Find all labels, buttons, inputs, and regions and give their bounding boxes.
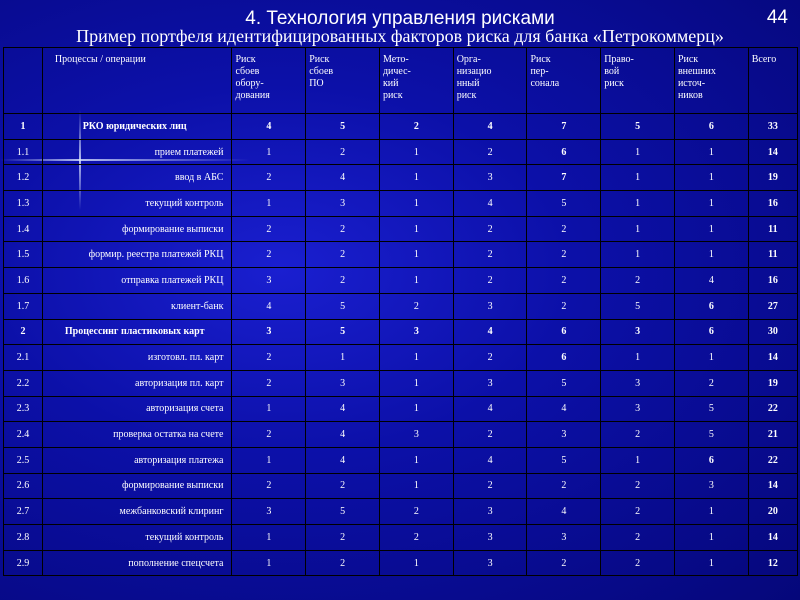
risk-value-cell: 3 [453,525,527,551]
risk-value-cell: 2 [306,216,380,242]
column-header: Мето- дичес- кий риск [379,48,453,114]
column-header: Риск сбоев ПО [306,48,380,114]
risk-value-cell: 1 [232,525,306,551]
risk-value-cell: 2 [306,268,380,294]
risk-value-cell: 3 [232,268,306,294]
table-row [4,473,798,499]
risk-value-cell: 4 [527,499,601,525]
table-row [4,525,798,551]
risk-value-cell: 2 [232,370,306,396]
risk-value-cell: 4 [453,447,527,473]
risk-value-cell: 2 [453,268,527,294]
risk-value-cell: 1 [379,396,453,422]
total-cell: 14 [748,473,797,499]
process-name: РКО юридических лиц [42,114,232,140]
risk-value-cell: 2 [306,525,380,551]
risk-value-cell: 2 [601,499,675,525]
risk-value-cell: 3 [453,165,527,191]
risk-value-cell: 2 [453,242,527,268]
total-cell: 12 [748,550,797,576]
process-name: формир. реестра платежей РКЦ [42,242,232,268]
row-number: 1.3 [4,191,43,217]
risk-value-cell: 2 [232,165,306,191]
risk-value-cell: 5 [306,499,380,525]
column-header: Риск внешних источ- ников [674,48,748,114]
row-number: 2.8 [4,525,43,551]
risk-value-cell: 3 [306,370,380,396]
process-name: текущий контроль [42,191,232,217]
table-row [4,268,798,294]
row-number: 1 [4,114,43,140]
total-cell: 33 [748,114,797,140]
risk-value-cell: 2 [453,473,527,499]
risk-value-cell: 4 [453,396,527,422]
risk-value-cell: 4 [232,114,306,140]
risk-value-cell: 3 [453,293,527,319]
risk-value-cell: 1 [601,242,675,268]
risk-value-cell: 1 [601,139,675,165]
risk-value-cell: 4 [306,396,380,422]
process-name: изготовл. пл. карт [42,345,232,371]
risk-value-cell: 1 [674,191,748,217]
total-cell: 11 [748,242,797,268]
risk-value-cell: 3 [232,319,306,345]
table-row [4,293,798,319]
total-cell: 30 [748,319,797,345]
risk-value-cell: 4 [453,114,527,140]
risk-value-cell: 1 [306,345,380,371]
risk-value-cell: 2 [453,216,527,242]
risk-value-cell: 2 [232,345,306,371]
risk-value-cell: 2 [601,473,675,499]
risk-value-cell: 2 [527,268,601,294]
column-header: Процессы / операции [42,48,232,114]
process-name: формирование выписки [42,473,232,499]
risk-value-cell: 1 [379,165,453,191]
risk-value-cell: 2 [306,473,380,499]
risk-value-cell: 1 [674,345,748,371]
risk-value-cell: 1 [379,139,453,165]
risk-value-cell: 5 [674,396,748,422]
table-row [4,422,798,448]
risk-value-cell: 2 [674,370,748,396]
risk-value-cell: 1 [674,242,748,268]
row-number: 2.5 [4,447,43,473]
risk-value-cell: 3 [601,319,675,345]
process-name: межбанковский клиринг [42,499,232,525]
total-cell: 19 [748,165,797,191]
column-header: Всего [748,48,797,114]
table-row [4,139,798,165]
risk-value-cell: 2 [453,422,527,448]
risk-value-cell: 2 [232,216,306,242]
risk-value-cell: 3 [527,525,601,551]
risk-value-cell: 2 [232,242,306,268]
total-cell: 11 [748,216,797,242]
risk-value-cell: 2 [379,114,453,140]
table-row [4,165,798,191]
process-name: авторизация счета [42,396,232,422]
table-row [4,499,798,525]
risk-value-cell: 1 [232,191,306,217]
total-cell: 14 [748,139,797,165]
risk-value-cell: 1 [674,139,748,165]
risk-value-cell: 4 [232,293,306,319]
risk-value-cell: 1 [379,242,453,268]
risk-value-cell: 7 [527,165,601,191]
risk-value-cell: 1 [601,191,675,217]
total-cell: 22 [748,447,797,473]
row-number: 1.7 [4,293,43,319]
risk-value-cell: 2 [379,525,453,551]
process-name: авторизация платежа [42,447,232,473]
table-header-row [4,48,798,114]
table-row [4,345,798,371]
table-row [4,550,798,576]
process-name: проверка остатка на счете [42,422,232,448]
risk-value-cell: 1 [674,525,748,551]
process-name: текущий контроль [42,525,232,551]
risk-value-cell: 5 [306,114,380,140]
column-header: Орга- низацио нный риск [453,48,527,114]
table-row [4,191,798,217]
row-number: 1.1 [4,139,43,165]
risk-value-cell: 5 [527,370,601,396]
risk-value-cell: 6 [674,319,748,345]
risk-value-cell: 4 [306,165,380,191]
row-number: 2.1 [4,345,43,371]
risk-value-cell: 1 [232,139,306,165]
column-header: Право- вой риск [601,48,675,114]
risk-value-cell: 1 [674,550,748,576]
risk-value-cell: 1 [601,345,675,371]
risk-value-cell: 2 [527,242,601,268]
row-number: 1.4 [4,216,43,242]
slide-number: 44 [766,7,788,28]
risk-value-cell: 5 [527,447,601,473]
risk-value-cell: 2 [601,422,675,448]
risk-value-cell: 3 [379,422,453,448]
total-cell: 19 [748,370,797,396]
risk-value-cell: 2 [306,550,380,576]
risk-value-cell: 3 [601,396,675,422]
risk-value-cell: 3 [453,550,527,576]
risk-value-cell: 6 [674,293,748,319]
risk-value-cell: 2 [527,550,601,576]
risk-portfolio-table [3,47,798,576]
risk-value-cell: 5 [527,191,601,217]
table-row [4,396,798,422]
risk-value-cell: 2 [232,473,306,499]
row-number: 2 [4,319,43,345]
risk-value-cell: 1 [379,345,453,371]
risk-value-cell: 1 [379,550,453,576]
total-cell: 27 [748,293,797,319]
risk-value-cell: 4 [306,422,380,448]
risk-value-cell: 2 [527,293,601,319]
risk-value-cell: 3 [601,370,675,396]
risk-value-cell: 2 [306,139,380,165]
slide-subtitle: Пример портфеля идентифицированных факторов риска для банка «Петрокоммерц» [76,26,724,46]
table-row [4,370,798,396]
column-header [4,48,43,114]
risk-value-cell: 3 [527,422,601,448]
risk-value-cell: 4 [453,191,527,217]
risk-value-cell: 2 [306,242,380,268]
row-number: 2.9 [4,550,43,576]
risk-value-cell: 5 [674,422,748,448]
risk-value-cell: 5 [306,319,380,345]
risk-value-cell: 2 [232,422,306,448]
table-row [4,242,798,268]
process-name: клиент-банк [42,293,232,319]
risk-value-cell: 2 [379,293,453,319]
risk-value-cell: 4 [674,268,748,294]
risk-value-cell: 4 [453,319,527,345]
table-row [4,447,798,473]
risk-value-cell: 4 [306,447,380,473]
risk-value-cell: 6 [527,139,601,165]
risk-value-cell: 2 [601,525,675,551]
process-name: пополнение спецсчета [42,550,232,576]
risk-value-cell: 4 [527,396,601,422]
total-cell: 20 [748,499,797,525]
row-number: 1.5 [4,242,43,268]
row-number: 2.7 [4,499,43,525]
risk-value-cell: 1 [232,550,306,576]
risk-value-cell: 1 [601,447,675,473]
risk-value-cell: 5 [306,293,380,319]
risk-value-cell: 2 [601,268,675,294]
risk-value-cell: 2 [453,139,527,165]
row-number: 2.4 [4,422,43,448]
row-number: 2.6 [4,473,43,499]
process-name: ввод в АБС [42,165,232,191]
risk-value-cell: 3 [674,473,748,499]
row-number: 1.2 [4,165,43,191]
section-row [4,319,798,345]
column-header: Риск сбоев обору- дования [232,48,306,114]
slide-title: 4. Технология управления рисками [245,8,555,29]
risk-value-cell: 1 [379,473,453,499]
risk-value-cell: 1 [379,447,453,473]
section-row [4,114,798,140]
risk-value-cell: 2 [601,550,675,576]
risk-value-cell: 6 [527,319,601,345]
risk-value-cell: 7 [527,114,601,140]
risk-value-cell: 2 [527,473,601,499]
risk-value-cell: 3 [306,191,380,217]
column-header: Риск пер- сонала [527,48,601,114]
risk-value-cell: 6 [527,345,601,371]
risk-value-cell: 5 [601,114,675,140]
risk-value-cell: 1 [379,370,453,396]
table-row [4,216,798,242]
risk-value-cell: 6 [674,447,748,473]
risk-value-cell: 1 [232,447,306,473]
risk-value-cell: 5 [601,293,675,319]
risk-value-cell: 3 [379,319,453,345]
process-name: формирование выписки [42,216,232,242]
risk-value-cell: 1 [379,268,453,294]
table-body [4,114,798,576]
process-name: отправка платежей РКЦ [42,268,232,294]
risk-value-cell: 1 [674,216,748,242]
risk-value-cell: 6 [674,114,748,140]
row-number: 2.2 [4,370,43,396]
risk-value-cell: 1 [674,499,748,525]
risk-value-cell: 1 [601,165,675,191]
risk-value-cell: 2 [527,216,601,242]
row-number: 2.3 [4,396,43,422]
risk-value-cell: 3 [453,499,527,525]
risk-value-cell: 3 [232,499,306,525]
process-name: Процессинг пластиковых карт [42,319,232,345]
total-cell: 21 [748,422,797,448]
risk-value-cell: 3 [453,370,527,396]
row-number: 1.6 [4,268,43,294]
risk-value-cell: 2 [379,499,453,525]
total-cell: 16 [748,191,797,217]
risk-value-cell: 1 [232,396,306,422]
process-name: прием платежей [42,139,232,165]
risk-value-cell: 1 [674,165,748,191]
risk-value-cell: 1 [379,191,453,217]
risk-value-cell: 2 [453,345,527,371]
process-name: авторизация пл. карт [42,370,232,396]
total-cell: 16 [748,268,797,294]
total-cell: 22 [748,396,797,422]
total-cell: 14 [748,345,797,371]
risk-value-cell: 1 [601,216,675,242]
risk-value-cell: 1 [379,216,453,242]
total-cell: 14 [748,525,797,551]
